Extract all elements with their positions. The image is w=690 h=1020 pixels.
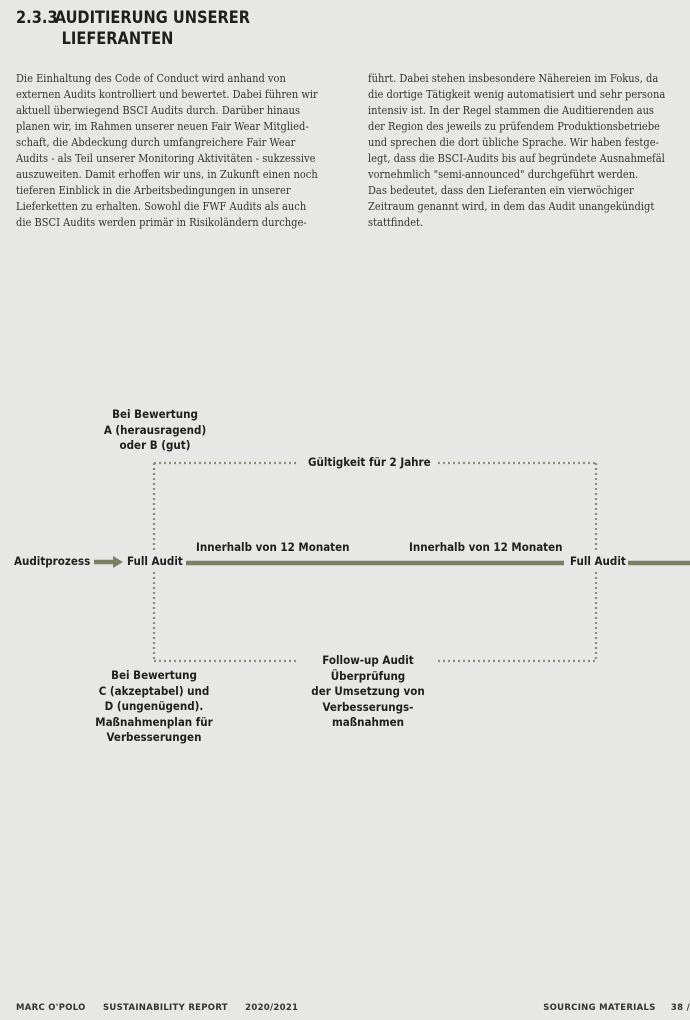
label-line: Bei Bewertung	[111, 668, 197, 682]
footer-left	[16, 1003, 312, 1013]
rating-bad-label	[84, 668, 224, 746]
text-line: Audits - als Teil unserer Monitoring Aktivitäten - sukzessive	[16, 151, 316, 165]
validity-label: Gültigkeit für 2 Jahre	[308, 455, 431, 469]
section-title-line1: AUDITIERUNG UNSERER	[54, 8, 251, 28]
section-title-line2: LIEFERANTEN	[61, 29, 174, 49]
text-line: schaft, die Abdeckung durch umfangreichere Fair Wear	[16, 135, 296, 149]
full-audit-left-label: Full Audit	[127, 554, 183, 568]
label-line: D (ungenügend).	[104, 699, 204, 713]
label-line: oder B (gut)	[119, 438, 191, 452]
text-line: der Region des jeweils zu prüfendem Produktionsbetriebe	[368, 119, 660, 133]
text-line: und sprechen die dort übliche Sprache. Wir haben festge-	[368, 135, 659, 149]
within-12-months-right-label: Innerhalb von 12 Monaten	[409, 540, 563, 554]
text-line: legt, dass die BSCI-Audits bis auf begründete Ausnahmefäl	[368, 151, 665, 165]
text-line: die BSCI Audits werden primär in Risikoländern durchge-	[16, 215, 307, 229]
page-number: 38 /	[670, 1003, 690, 1013]
label-line: der Umsetzung von	[311, 684, 425, 698]
footer-section: SOURCING MATERIALS	[543, 1003, 656, 1013]
footer-brand: MARC O'POLO	[16, 1003, 86, 1013]
text-line: Lieferketten zu erhalten. Sowohl die FWF Audits als auch	[16, 199, 307, 213]
text-line: tieferen Einblick in die Arbeitsbedingungen in unserer	[16, 183, 291, 197]
text-line: Die Einhaltung des Code of Conduct wird anhand von	[16, 71, 286, 85]
text-line: Zeitraum genannt wird, in dem das Audit unangekündigt	[368, 199, 655, 213]
start-label: Auditprozess	[14, 554, 91, 568]
follow-up-audit-label	[298, 653, 438, 731]
within-12-months-left-label: Innerhalb von 12 Monaten	[196, 540, 350, 554]
body-text-right-column	[368, 70, 665, 230]
text-line: planen wir, im Rahmen unserer neuen Fair Wear Mitglied-	[16, 119, 309, 133]
text-line: aktuell überwiegend BSCI Audits durch. Darüber hinaus	[16, 103, 301, 117]
footer-year: 2020/2021	[245, 1003, 299, 1013]
label-line: Maßnahmenplan für	[95, 714, 213, 729]
label-line: Bei Bewertung	[112, 407, 198, 421]
text-line: auszuweiten. Damit erhoffen wir uns, in Zukunft einen noch	[16, 167, 318, 181]
text-line: vornehmlich "semi-announced" durchgeführt werden.	[368, 167, 639, 181]
text-line: Das bedeutet, dass den Lieferanten ein vierwöchiger	[368, 183, 634, 197]
label-line: A (herausragend)	[103, 422, 207, 437]
start-arrow-head	[113, 556, 123, 568]
body-text-left-column	[16, 70, 318, 230]
footer-right	[531, 1003, 690, 1013]
text-line: stattfindet.	[368, 215, 424, 229]
label-line: Verbesserungs-	[322, 699, 414, 714]
label-line: maßnahmen	[331, 715, 405, 729]
text-line: externen Audits kontrolliert und bewertet. Dabei führen wir	[16, 87, 318, 101]
text-line: intensiv ist. In der Regel stammen die Auditierenden aus	[368, 103, 655, 117]
text-line: die dortige Tätigkeit wenig automatisiert und sehr persona	[368, 87, 666, 101]
label-line: Verbesserungen	[106, 730, 202, 744]
label-line: Follow-up Audit	[322, 653, 414, 667]
full-audit-right-label: Full Audit	[570, 554, 626, 568]
section-number: 2.3.3	[16, 8, 58, 28]
footer-report: SUSTAINABILITY REPORT	[102, 1003, 228, 1013]
audit-process-diagram	[0, 400, 690, 760]
label-line: C (akzeptabel) und	[98, 683, 210, 698]
rating-good-label	[95, 407, 215, 454]
label-line: Überprüfung	[330, 668, 406, 683]
section-heading	[16, 8, 250, 50]
text-line: führt. Dabei stehen insbesondere Nähereien im Fokus, da	[368, 71, 659, 85]
